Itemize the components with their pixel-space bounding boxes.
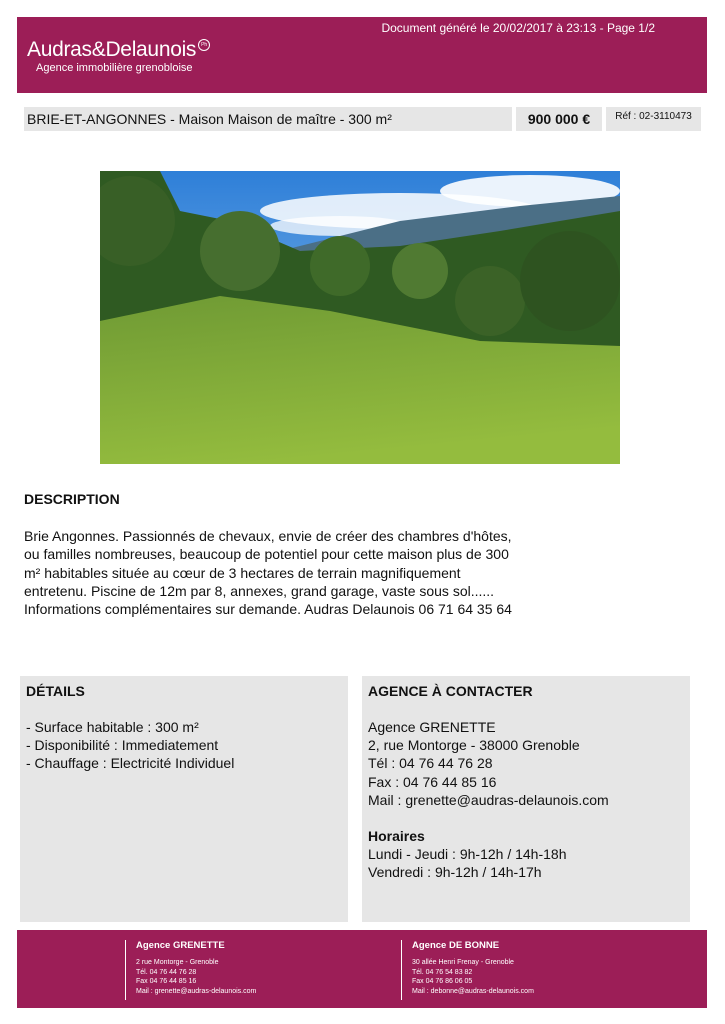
detail-item: - Chauffage : Electricité Individuel: [26, 755, 235, 772]
generated-notice: Document généré le 20/02/2017 à 23:13 - Page 1/2: [381, 21, 655, 35]
brand-name: Audras&Delaunois: [27, 38, 197, 61]
footer-agency-name: Agence GRENETTE: [136, 940, 225, 951]
detail-item: - Surface habitable : 300 m²: [26, 719, 199, 735]
listing-reference: Réf : 02-3110473: [606, 107, 701, 131]
listing-price: 900 000 €: [516, 107, 602, 131]
contact-email: Mail : grenette@audras-delaunois.com: [368, 791, 609, 808]
contact-panel: [362, 676, 690, 922]
footer-fax: Fax 04 76 86 06 05: [412, 978, 473, 985]
page-footer: [17, 930, 707, 1008]
footer-address: 2 rue Montorge - Grenoble: [136, 959, 219, 966]
footer-email: Mail : debonne@audras-delaunois.com: [412, 987, 534, 995]
detail-item: - Disponibilité : Immediatement: [26, 737, 219, 754]
details-heading: DÉTAILS: [26, 683, 85, 699]
contact-address: 2, rue Montorge - 38000 Grenoble: [368, 737, 580, 754]
hours-line: Lundi - Jeudi : 9h-12h / 14h-18h: [368, 846, 567, 863]
page-header: [17, 17, 707, 93]
footer-agency-grenette: [125, 940, 256, 1000]
footer-phone: Tél. 04 76 54 83 82: [412, 968, 473, 976]
contact-fax: Fax : 04 76 44 85 16: [368, 773, 497, 790]
contact-agency: Agence GRENETTE: [368, 719, 496, 735]
description-text: Brie Angonnes. Passionnés de chevaux, envie de créer des chambres d'hôtes, ou familles nombreuses, beaucoup de potentiel pour cette maison plus de 300 m² habitables située au cœur de 3 hectares de terrain magnifiquement entretenu. Piscine de 12m par 8, annexes, grand garage, vaste sous sol...... Informations complémentaires sur demande. Audras Delaunois 06 71 64 35 64: [24, 528, 512, 618]
footer-address: 30 allée Henri Frenay - Grenoble: [412, 959, 514, 966]
hours-line: Vendredi : 9h-12h / 14h-17h: [368, 864, 542, 881]
listing-title: BRIE-ET-ANGONNES - Maison Maison de maître - 300 m²: [24, 107, 512, 131]
agency-logo: [27, 39, 210, 74]
description-heading: DESCRIPTION: [24, 491, 120, 507]
contact-phone: Tél : 04 76 44 76 28: [368, 755, 493, 772]
footer-agency-debonne: [401, 940, 534, 1000]
property-photo: [100, 171, 620, 464]
hours-heading: Horaires: [368, 828, 425, 845]
footer-agency-name: Agence DE BONNE: [412, 940, 500, 951]
brand-tagline: Agence immobilière grenobloise: [36, 62, 193, 74]
contact-heading: AGENCE À CONTACTER: [368, 683, 533, 699]
footer-email: Mail : grenette@audras-delaunois.com: [136, 987, 257, 995]
footer-fax: Fax 04 76 44 85 16: [136, 978, 197, 985]
footer-phone: Tél. 04 76 44 76 28: [136, 968, 197, 976]
logo-badge-icon: Ph: [198, 39, 210, 51]
details-panel: [20, 676, 348, 922]
